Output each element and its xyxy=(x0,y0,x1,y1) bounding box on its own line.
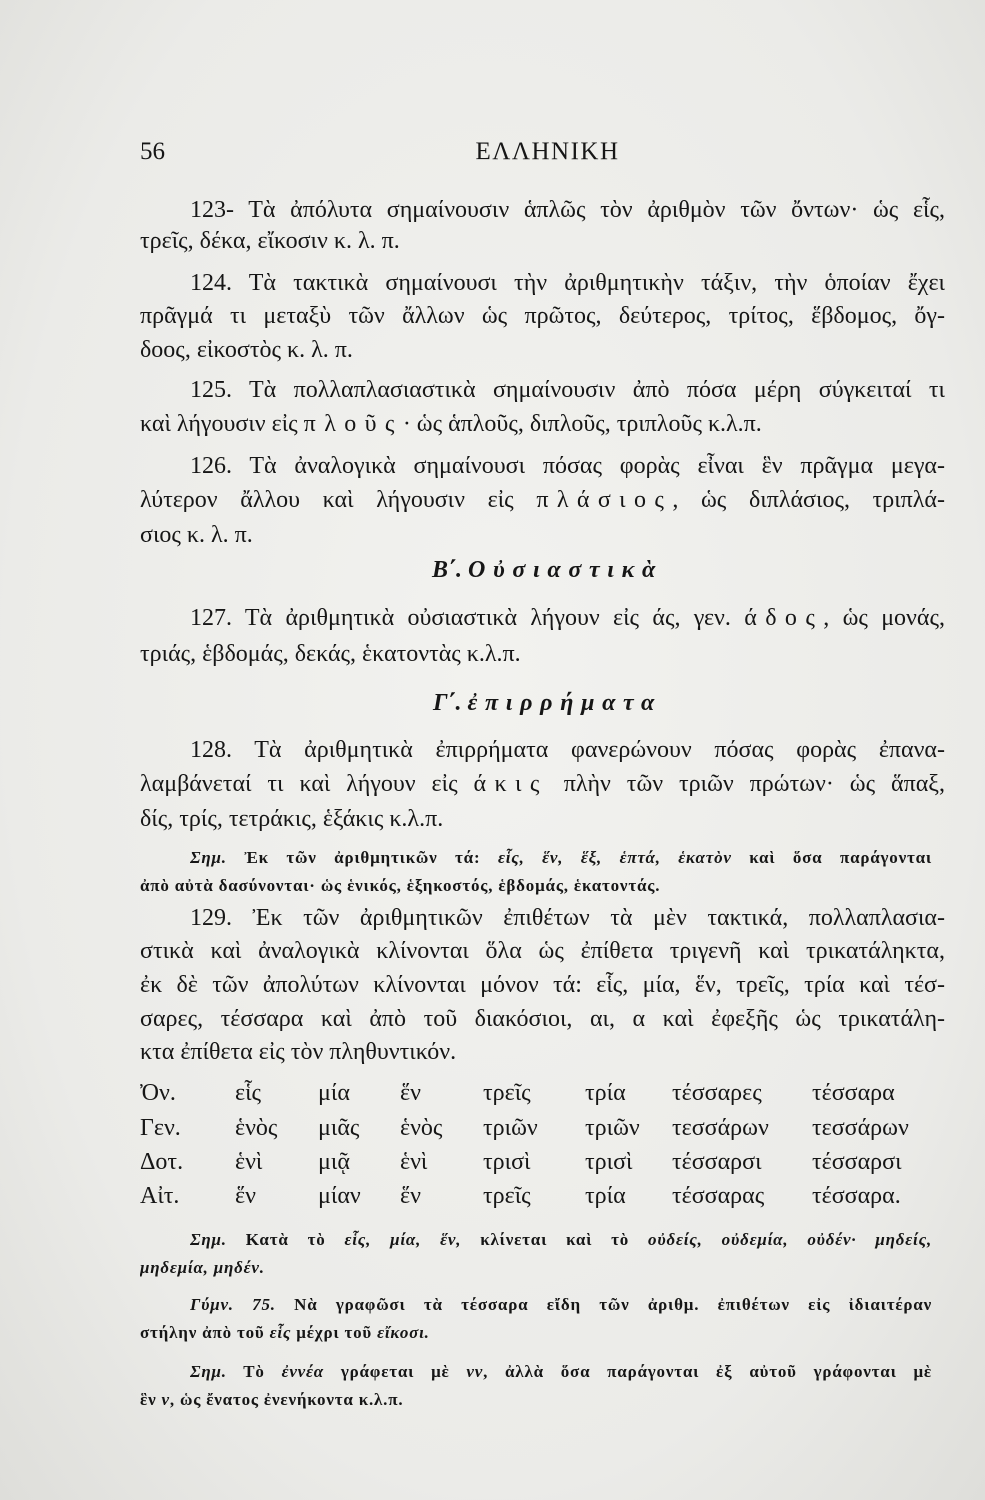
text-segment: Ἐκ τῶν ἀριθμητικῶν τά: xyxy=(226,848,498,867)
text-segment: , ὡς μονάς, xyxy=(823,605,945,631)
spaced-ending: πλάσιος xyxy=(536,487,673,513)
note-label: Σημ. xyxy=(190,1362,227,1381)
para-124-line-3: δοος, εἰκοστὸς κ. λ. π. xyxy=(140,337,353,363)
exercise-label: Γύμν. 75. xyxy=(190,1295,276,1314)
form-cell: τέσσαρσι xyxy=(672,1149,762,1175)
para-123-line-2: τρεῖς, δέκα, εἴκοσιν κ. λ. π. xyxy=(140,228,400,254)
emphasis: εἷς, μία, ἕν, xyxy=(344,1230,462,1249)
section-letter: Β΄. xyxy=(431,557,462,583)
text-segment: Κατὰ τὸ xyxy=(226,1230,345,1249)
note-label: Σημ. xyxy=(190,848,227,867)
form-cell: τρία xyxy=(585,1080,626,1106)
declension-row xyxy=(140,1145,942,1179)
note-3-line-1 xyxy=(190,1358,932,1386)
form-cell: τέσσαρας xyxy=(672,1183,765,1209)
note-2-line-2 xyxy=(140,1254,945,1282)
exercise-75-line-1 xyxy=(190,1291,932,1319)
form-cell: ἕν xyxy=(235,1183,256,1209)
form-cell: ἕν xyxy=(400,1183,421,1209)
form-cell: μιᾷ xyxy=(318,1149,350,1175)
para-124-line-1: 124. Τὰ τακτικὰ σημαίνουσι τὴν ἀριθμητικὴν τάξιν, τὴν ὁποίαν ἔχει xyxy=(190,270,945,296)
para-126-line-1: 126. Τὰ ἀναλογικὰ σημαίνουσι πόσας φορὰς εἶναι ἓν πρᾶγμα μεγα- xyxy=(190,453,945,479)
para-123-line-1: 123- Τὰ ἀπόλυτα σημαίνουσιν ἁπλῶς τὸν ἀριθμὸν τῶν ὄντων· ὡς εἷς, xyxy=(190,197,945,223)
emphasis: εἴκοσι. xyxy=(377,1323,430,1342)
emphasis: ἐννέα xyxy=(281,1362,325,1381)
text-segment: , ὡς ἔνατος ἐνενήκοντα κ.λ.π. xyxy=(169,1390,404,1409)
text-segment: λαμβάνεταί τι καὶ λήγουν εἰς xyxy=(140,771,474,797)
text-segment: , ὡς διπλάσιος, τριπλά- xyxy=(672,487,945,513)
form-cell: τριῶν xyxy=(585,1115,640,1141)
text-segment: στήλην ἀπὸ τοῦ xyxy=(140,1323,270,1342)
section-letter: Γ΄. xyxy=(432,690,462,716)
form-cell: τέσσαρα. xyxy=(812,1183,901,1209)
form-cell: τρεῖς xyxy=(483,1183,531,1209)
case-label: Δοτ. xyxy=(140,1149,184,1175)
form-cell: ἕν xyxy=(400,1080,421,1106)
note-3-line-2 xyxy=(140,1386,945,1414)
text-segment: Νὰ γραφῶσι τὰ τέσσαρα εἴδη τῶν ἀριθμ. ἐπιθέτων εἰς ἰδιαιτέραν xyxy=(275,1295,932,1314)
para-128-line-3: δίς, τρίς, τετράκις, ἑξάκις κ.λ.π. xyxy=(140,806,444,832)
form-cell: ἑνὸς xyxy=(400,1115,443,1141)
text-segment: ἓν xyxy=(140,1390,162,1409)
declension-row xyxy=(140,1076,942,1110)
form-cell: τρισὶ xyxy=(483,1149,531,1175)
section-title: Οὐσιαστικὰ xyxy=(467,557,664,583)
section-heading-g xyxy=(140,685,955,721)
para-124-line-2: πρᾶγμά τι μεταξὺ τῶν ἄλλων ὡς πρῶτος, δεύτερος, τρίτος, ἕβδομος, ὄγ- xyxy=(140,303,945,329)
emphasis: οὐδείς, οὐδεμία, οὐδέν· μηδείς, xyxy=(648,1230,932,1249)
case-label: Ὀν. xyxy=(140,1080,176,1106)
declension-row xyxy=(140,1111,942,1145)
para-125-line-1: 125. Τὰ πολλαπλασιαστικὰ σημαίνουσιν ἀπὸ πόσα μέρη σύγκειταί τι xyxy=(190,377,945,403)
para-125-line-2 xyxy=(140,407,945,441)
spaced-ending: άδος xyxy=(744,605,824,631)
form-cell: ἑνὶ xyxy=(235,1149,263,1175)
case-label: Αἰτ. xyxy=(140,1183,180,1209)
para-126-line-2 xyxy=(140,483,945,517)
form-cell: εἷς xyxy=(235,1080,262,1106)
para-129-line-2: στικὰ καὶ ἀναλογικὰ κλίνονται ὅλα ὡς ἐπίθετα τριγενῆ καὶ τρικατάληκτα, xyxy=(140,938,945,964)
text-segment: μέχρι τοῦ xyxy=(291,1323,378,1342)
section-title: ἐπιρρήματα xyxy=(467,690,663,716)
text-segment: πλὴν τῶν τριῶν πρώτων· ὡς ἅπαξ, xyxy=(547,771,945,797)
section-heading-b xyxy=(140,552,955,588)
form-cell: τρεῖς xyxy=(483,1080,531,1106)
case-label: Γεν. xyxy=(140,1115,181,1141)
emphasis: μηδεμία, μηδέν. xyxy=(140,1258,265,1277)
form-cell: μία xyxy=(318,1080,350,1106)
text-segment: , ἀλλὰ ὅσα παράγονται ἐξ αὐτοῦ γράφονται μὲ xyxy=(483,1362,932,1381)
para-129-line-4: σαρες, τέσσαρα καὶ ἀπὸ τοῦ διακόσιοι, αι, α καὶ ἐφεξῆς ὡς τρικατάλη- xyxy=(140,1006,945,1032)
spaced-ending: πλοῦς xyxy=(303,411,403,437)
text-segment: Τὸ xyxy=(226,1362,282,1381)
text-segment: λύτερον ἄλλου καὶ λήγουσιν εἰς xyxy=(140,487,537,513)
declension-row xyxy=(140,1179,942,1213)
note-label: Σημ. xyxy=(190,1230,227,1249)
text-segment: κλίνεται καὶ τὸ xyxy=(461,1230,649,1249)
form-cell: τριῶν xyxy=(483,1115,538,1141)
para-127-line-2: τριάς, ἑβδομάς, δεκάς, ἑκατοντὰς κ.λ.π. xyxy=(140,641,521,667)
form-cell: τέσσαρα xyxy=(812,1080,895,1106)
page-number: 56 xyxy=(140,138,165,165)
text-segment: καὶ λήγουσιν εἰς xyxy=(140,411,304,437)
form-cell: τέσσαρσι xyxy=(812,1149,902,1175)
running-head: ΕΛΛΗΝΙΚΗ xyxy=(475,138,620,165)
form-cell: τρισὶ xyxy=(585,1149,633,1175)
para-129-line-5: κτα ἐπίθετα εἰς τὸν πληθυντικόν. xyxy=(140,1039,457,1065)
emphasis: νν xyxy=(466,1362,484,1381)
form-cell: μίαν xyxy=(318,1183,361,1209)
text-segment: γράφεται μὲ xyxy=(324,1362,467,1381)
form-cell: μιᾶς xyxy=(318,1115,360,1141)
form-cell: τέσσαρες xyxy=(672,1080,762,1106)
emphasis: ν xyxy=(161,1390,170,1409)
emphasis: εἷς xyxy=(269,1323,292,1342)
form-cell: τρία xyxy=(585,1183,626,1209)
para-129-line-3: ἐκ δὲ τῶν ἀπολύτων κλίνονται μόνον τά: εἷς, μία, ἕν, τρεῖς, τρία καὶ τέσ- xyxy=(140,972,945,998)
form-cell: ἑνὸς xyxy=(235,1115,278,1141)
para-128-line-2 xyxy=(140,767,945,801)
para-129-line-1: 129. Ἐκ τῶν ἀριθμητικῶν ἐπιθέτων τὰ μὲν τακτικά, πολλαπλασια- xyxy=(190,905,945,931)
emphasis: εἷς, ἕν, ἕξ, ἑπτά, ἑκατὸν xyxy=(497,848,732,867)
spaced-ending: άκις xyxy=(473,771,548,797)
form-cell: τεσσάρων xyxy=(812,1115,909,1141)
form-cell: τεσσάρων xyxy=(672,1115,769,1141)
para-128-line-1: 128. Τὰ ἀριθμητικὰ ἐπιρρήματα φανερώνουν πόσας φορὰς ἐπανα- xyxy=(190,737,945,763)
note-2-line-1 xyxy=(190,1226,932,1254)
para-127-line-1 xyxy=(190,601,945,635)
text-segment: 127. Τὰ ἀριθμητικὰ οὐσιαστικὰ λήγουν εἰς άς, γεν. xyxy=(190,605,745,631)
exercise-75-line-2 xyxy=(140,1319,945,1347)
form-cell: ἑνὶ xyxy=(400,1149,428,1175)
text-segment: καὶ ὅσα παράγονται xyxy=(731,848,932,867)
note-1-line-1 xyxy=(190,844,932,872)
para-126-line-3: σιος κ. λ. π. xyxy=(140,522,253,548)
note-1-line-2: ἀπὸ αὐτὰ δασύνονται· ὡς ἑνικός, ἑξηκοστός, ἑβδομάς, ἑκατοντάς. xyxy=(140,876,661,895)
text-segment: · ὡς ἁπλοῦς, διπλοῦς, τριπλοῦς κ.λ.π. xyxy=(402,411,762,437)
